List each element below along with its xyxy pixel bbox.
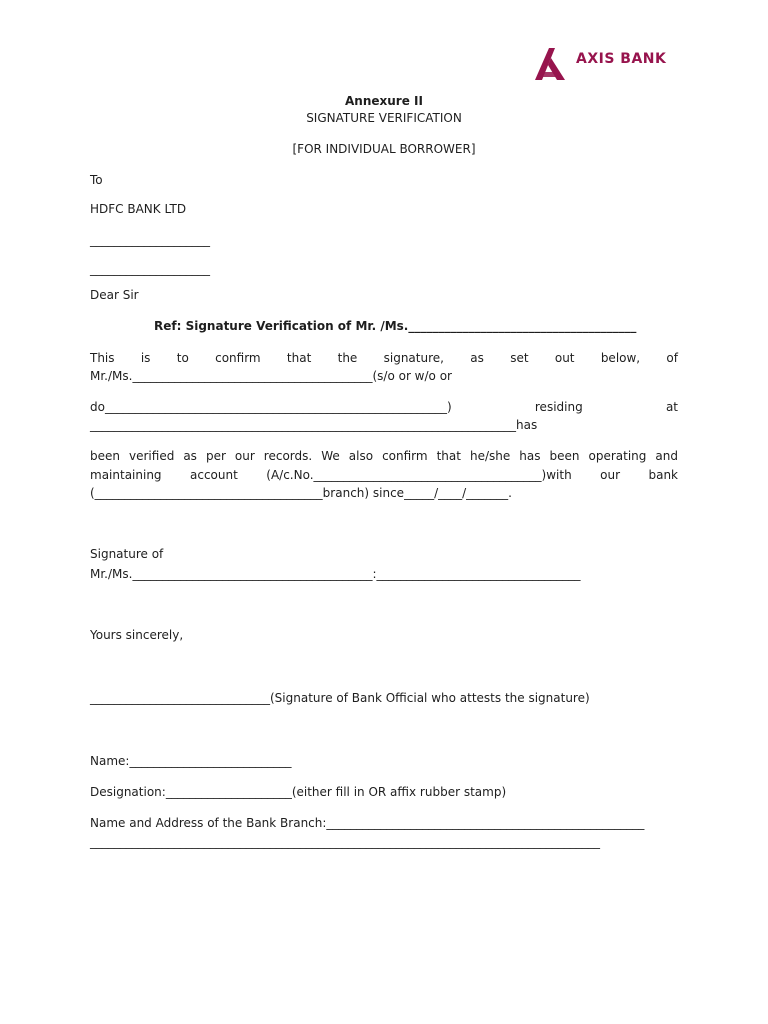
axis-bank-logo — [533, 44, 683, 82]
closing: Yours sincerely, — [90, 628, 184, 642]
paragraph-2-line-3: (______________________________________branch) since_____/____/_______. — [90, 486, 512, 500]
branch-address-line-2: _____________________________________________________________________________________ — [90, 835, 600, 849]
signature-line: Mr./Ms.________________________________________:__________________________________ — [90, 567, 581, 581]
salutation: Dear Sir — [90, 288, 139, 302]
paragraph-1-line-2: Mr./Ms.________________________________________(s/o or w/o or — [90, 369, 452, 383]
official-signature-line: ______________________________(Signature of Bank Official who attests the signature) — [90, 691, 590, 705]
paragraph-2-line-2: maintaining account (A/c.No.______________________________________)with our bank — [90, 468, 678, 482]
paragraph-1-line-4: _______________________________________________________________________has — [90, 418, 538, 432]
axis-logo-icon — [533, 44, 573, 82]
address-blank-line-2: ____________________ — [90, 262, 210, 276]
paragraph-1-line-3: do_________________________________________________________) residing at — [90, 400, 678, 414]
logo-wordmark: AXIS BANK — [576, 51, 667, 67]
name-field: Name:___________________________ — [90, 754, 292, 768]
address-bank-name: HDFC BANK LTD — [90, 202, 187, 216]
branch-address-field: Name and Address of the Bank Branch:_____________________________________________________ — [90, 816, 645, 830]
reference-line: Ref: Signature Verification of Mr. /Ms.______________________________________ — [154, 319, 637, 333]
address-to: To — [90, 173, 103, 187]
paragraph-2-line-1: been verified as per our records. We also confirm that he/she has been operating and — [90, 449, 678, 463]
paragraph-1-line-1: This is to confirm that the signature, as set out below, of — [90, 351, 678, 365]
signature-label: Signature of — [90, 547, 164, 561]
address-blank-line-1: ____________________ — [90, 233, 210, 247]
annexure-heading: Annexure II — [345, 94, 423, 108]
designation-field: Designation:_____________________(either fill in OR affix rubber stamp) — [90, 785, 507, 799]
document-subtitle: [FOR INDIVIDUAL BORROWER] — [292, 142, 476, 156]
document-title: SIGNATURE VERIFICATION — [306, 111, 462, 125]
